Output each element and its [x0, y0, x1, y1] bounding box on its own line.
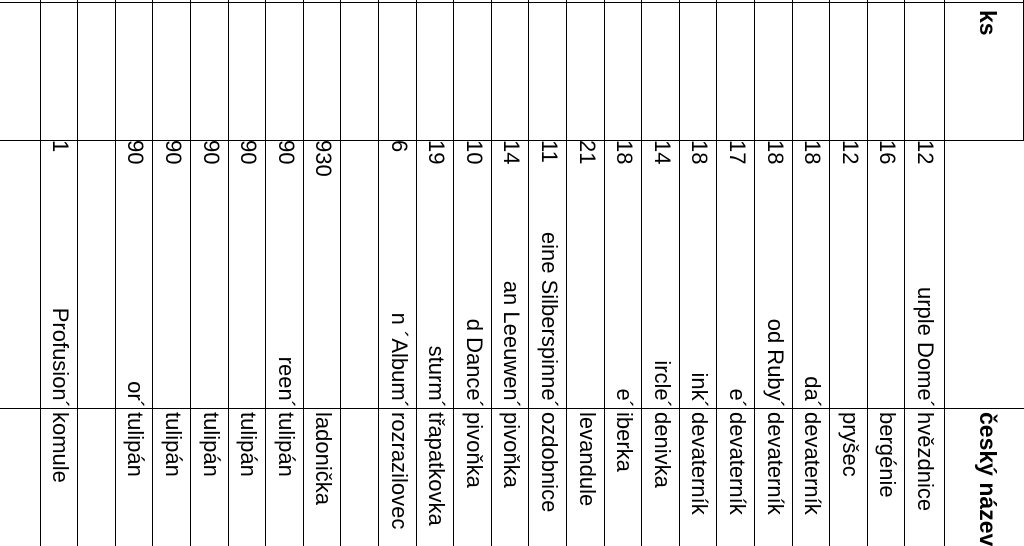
table-row — [529, 0, 567, 546]
table-row — [341, 0, 379, 546]
cell-cultivar-name: da´ — [800, 376, 826, 408]
cell-czech-name: devaterník — [762, 412, 788, 515]
table-row — [78, 0, 116, 546]
table-row — [41, 0, 79, 546]
cell-cultivar-name: sturm´ — [424, 345, 450, 408]
cell-quantity: 90 — [236, 140, 262, 165]
cell-quantity: 930 — [311, 140, 337, 177]
cell-czech-name: rozrazilovec — [386, 412, 412, 530]
table-row — [793, 0, 831, 546]
cell-quantity: 90 — [123, 140, 149, 165]
cell-quantity: 16 — [875, 140, 901, 165]
table-row — [116, 0, 154, 546]
cell-czech-name: ozdobnice — [537, 412, 562, 513]
cell-quantity: 11 — [537, 140, 562, 163]
cell-czech-name: tulipán — [123, 412, 149, 477]
cell-cultivar-name: reen´ — [273, 356, 299, 408]
cell-quantity: 1 — [48, 140, 74, 153]
table-row — [642, 0, 680, 546]
table-row — [229, 0, 267, 546]
table-row — [567, 0, 605, 546]
cell-quantity: 90 — [161, 140, 186, 165]
cell-cultivar-name: Profusion´ — [48, 307, 74, 408]
cell-czech-name: tulipán — [198, 412, 224, 477]
cell-czech-name: tulipán — [161, 412, 186, 477]
cell-cultivar-name: e´ — [725, 388, 750, 408]
cell-czech-name: třapatkovka — [424, 412, 450, 526]
cell-quantity: 18 — [762, 140, 788, 165]
cell-czech-name: ladonička — [311, 412, 337, 505]
header-quantity: ks — [975, 10, 1001, 36]
cell-cultivar-name: e´ — [612, 388, 638, 408]
cell-quantity: 6 — [386, 140, 412, 153]
cell-cultivar-name: or´ — [123, 381, 149, 408]
cell-quantity: 18 — [687, 140, 713, 165]
table-row — [266, 0, 304, 546]
cell-czech-name: tulipán — [273, 412, 299, 477]
cell-quantity: 18 — [612, 140, 638, 165]
table-row — [454, 0, 492, 546]
table-row — [905, 0, 943, 546]
table-row — [755, 0, 793, 546]
cell-quantity: 90 — [198, 140, 224, 165]
cell-cultivar-name: n ´Album´ — [386, 312, 412, 408]
cell-cultivar-name: an Leeuwen´ — [499, 280, 525, 408]
cell-cultivar-name: eine Silberspinne´ — [537, 231, 562, 408]
cell-czech-name: devaterník — [800, 412, 826, 515]
cell-czech-name: komule — [48, 412, 74, 483]
cell-czech-name: pivoňka — [499, 412, 525, 488]
cell-cultivar-name: urple Dome´ — [913, 286, 938, 408]
cell-czech-name: devaterník — [725, 412, 750, 515]
cell-czech-name: devaterník — [687, 412, 713, 515]
table-row — [605, 0, 643, 546]
cell-cultivar-name: d Dance´ — [461, 318, 487, 408]
cell-quantity: 14 — [649, 140, 675, 165]
cell-quantity: 12 — [913, 140, 938, 165]
table-row — [379, 0, 417, 546]
cell-czech-name: pryšec — [837, 412, 863, 477]
table-row — [153, 0, 191, 546]
cell-quantity: 19 — [424, 140, 450, 165]
cell-czech-name: tulipán — [236, 412, 262, 477]
table-row — [492, 0, 530, 546]
cell-cultivar-name: ircle´ — [649, 360, 675, 408]
table-row — [304, 0, 342, 546]
header-bottom-border — [944, 0, 945, 546]
cell-quantity: 10 — [461, 140, 487, 165]
cell-quantity: 14 — [499, 140, 525, 165]
table-row — [417, 0, 455, 546]
row-border — [40, 0, 41, 546]
table-row — [868, 0, 906, 546]
cell-czech-name: levandule — [574, 412, 600, 507]
table-row — [830, 0, 868, 546]
cell-quantity: 90 — [273, 140, 299, 165]
cell-quantity: 21 — [574, 140, 600, 165]
cell-quantity: 12 — [837, 140, 863, 165]
cell-czech-name: pivoňka — [461, 412, 487, 488]
cell-quantity: 17 — [725, 140, 750, 165]
cell-cultivar-name: od Ruby´ — [762, 318, 788, 408]
cell-czech-name: denivka — [649, 412, 675, 488]
cell-quantity: 18 — [800, 140, 826, 165]
table-row — [680, 0, 718, 546]
cell-czech-name: iberka — [612, 412, 638, 472]
table-row — [191, 0, 229, 546]
header-czech-name: český název — [975, 412, 1001, 546]
table-row — [717, 0, 755, 546]
cell-cultivar-name: ink´ — [687, 372, 713, 408]
cell-czech-name: bergénie — [875, 412, 901, 498]
cell-czech-name: hvězdnice — [913, 412, 938, 512]
